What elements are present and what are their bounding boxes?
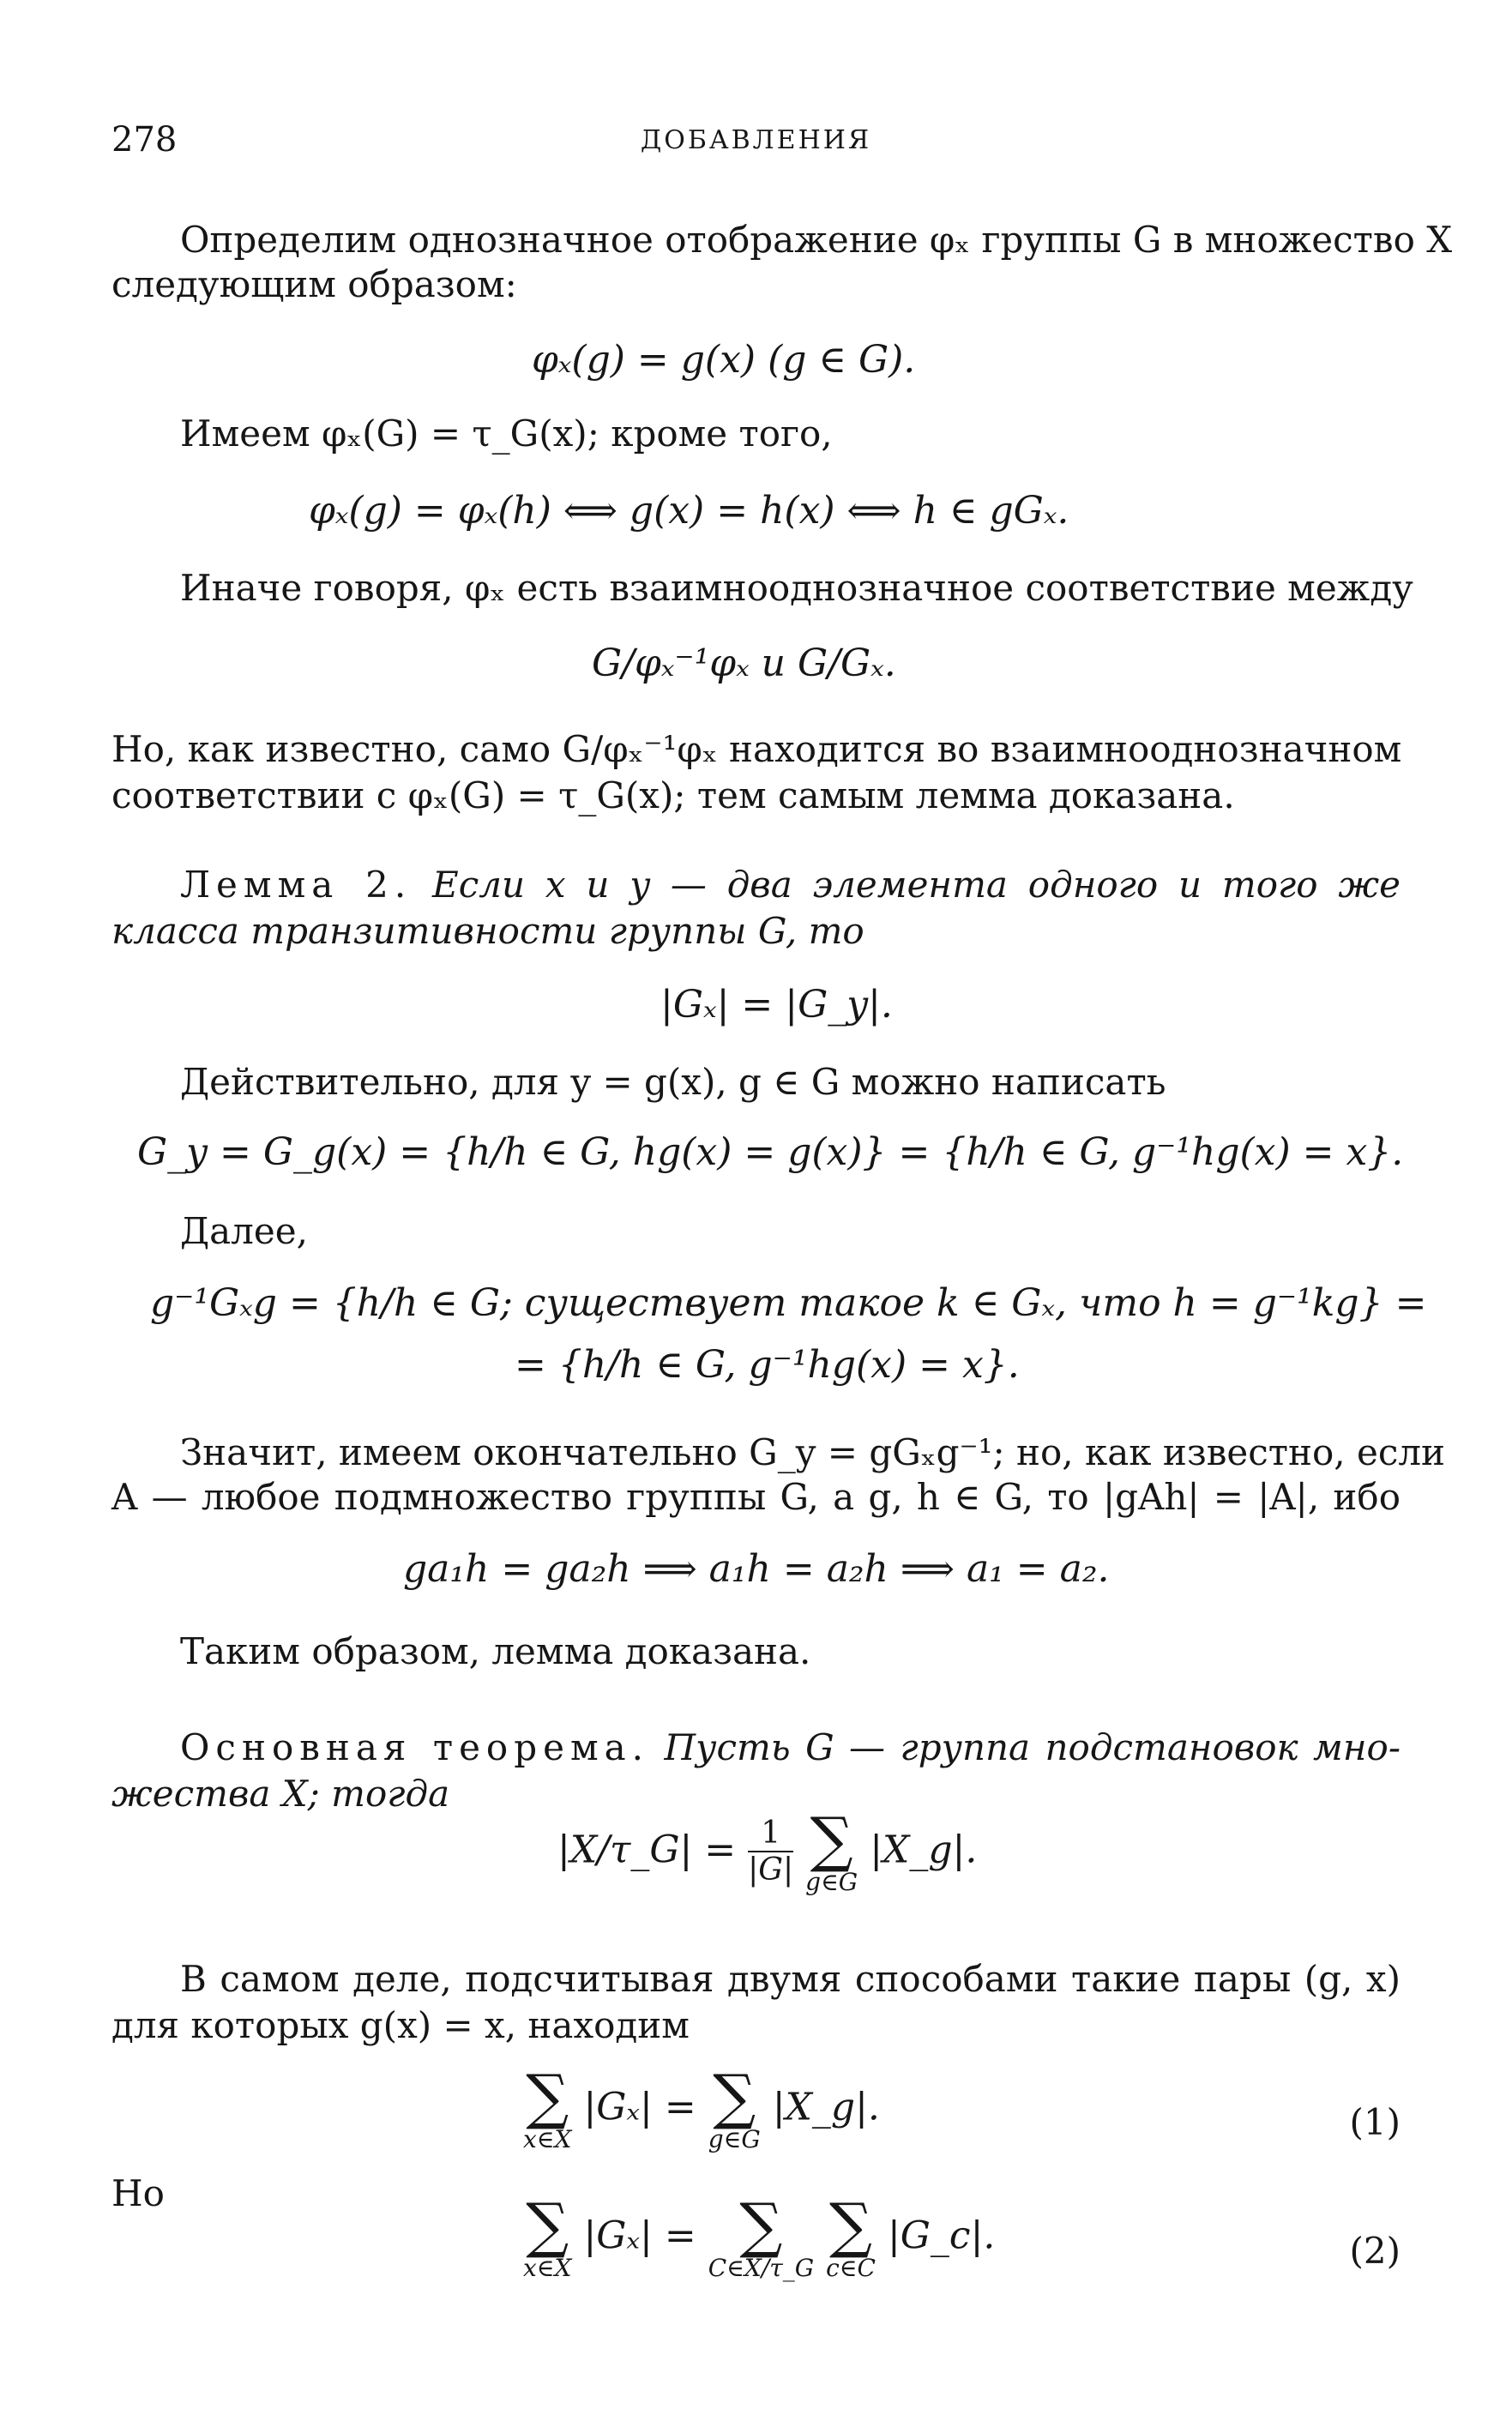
formula-1 [523, 2062, 880, 2153]
paragraph-but: Но [111, 2172, 165, 2214]
sum-sign-icon: ∑ [829, 2190, 873, 2261]
theorem-statement: Пусть G — группа подстановок мно- [664, 1726, 1401, 1768]
paragraph-indeed: Действительно, для y = g(x), g ∈ G можно написать [180, 1061, 1166, 1103]
formula-cancellation: ga₁h = ga₂h ⟹ a₁h = a₂h ⟹ a₁ = a₂. [403, 1547, 1110, 1591]
formula-2-sum-classes [708, 2190, 815, 2282]
formula-1-sum-left-limit: x∈X [523, 2125, 572, 2153]
equation-number-1: (1) [1349, 2101, 1401, 2143]
sum-sign-icon: ∑ [526, 2062, 569, 2132]
formula-2-middle: |Gₓ| = [583, 2213, 696, 2258]
lemma-2-statement: Если x и y — два элемента одного и того же [432, 864, 1401, 906]
formula-2-sum-classes-limit: C∈X/τ_G [708, 2254, 815, 2282]
formula-stabilizer-y: G_y = G_g(x) = {h/h ∈ G, hg(x) = g(x)} = {h/h ∈ G, g⁻¹hg(x) = x}. [137, 1130, 1404, 1174]
sum-sign-icon: ∑ [526, 2190, 569, 2261]
page-header [111, 120, 1401, 172]
formula-phi-equivalence: φₓ(g) = φₓ(h) ⟺ g(x) = h(x) ⟺ h ∈ gGₓ. [309, 489, 1069, 533]
paragraph-conclusion-line2: A — любое подмножество группы G, a g, h ∈ G, то |gAh| = |A|, ибо [111, 1476, 1401, 1518]
theorem-label: Основная теорема. [180, 1726, 650, 1768]
sum-sign-icon: ∑ [713, 2062, 756, 2132]
theorem-line2: жества X; тогда [111, 1773, 450, 1815]
burnside-sum [805, 1804, 858, 1896]
formula-2-sum-left-limit: x∈X [523, 2254, 572, 2282]
burnside-rhs: |X_g|. [870, 1828, 978, 1872]
burnside-fraction-denominator: |G| [748, 1852, 794, 1888]
formula-2-sum-elements-limit: c∈C [826, 2254, 876, 2282]
paragraph-bijection: Иначе говоря, φₓ есть взаимнооднозначное соответствие между [180, 567, 1413, 609]
paragraph-known-line2: соответствии с φₓ(G) = τ_G(x); тем самым лемма доказана. [111, 774, 1235, 816]
formula-2-rhs: |G_c|. [887, 2213, 996, 2258]
equation-number-2: (2) [1349, 2230, 1401, 2272]
paragraph-definition-line2: следующим образом: [111, 263, 517, 305]
paragraph-definition-line1: Определим однозначное отображение φₓ группы G в множество X [180, 219, 1453, 261]
formula-burnside [557, 1804, 978, 1896]
burnside-fraction [748, 1816, 793, 1888]
sum-sign-icon: ∑ [810, 1804, 853, 1875]
formula-2-sum-left [523, 2190, 572, 2282]
sum-sign-icon: ∑ [739, 2190, 783, 2261]
formula-quotients: G/φₓ⁻¹φₓ и G/Gₓ. [592, 641, 896, 685]
formula-2 [523, 2190, 996, 2282]
burnside-fraction-numerator: 1 [748, 1816, 793, 1852]
paragraph-image: Имеем φₓ(G) = τ_G(x); кроме того, [180, 413, 833, 455]
lemma-2-line2: класса транзитивности группы G, то [111, 910, 864, 952]
paragraph-lemma-proved: Таким образом, лемма доказана. [180, 1630, 811, 1672]
formula-conjugate-line2: = {h/h ∈ G, g⁻¹hg(x) = x}. [515, 1343, 1020, 1387]
paragraph-conclusion-line1: Значит, имеем окончательно G_y = gGₓg⁻¹; но, как известно, если [180, 1431, 1446, 1473]
formula-1-sum-right-limit: g∈G [708, 2125, 761, 2153]
formula-1-middle: |Gₓ| = [583, 2085, 696, 2129]
paragraph-known-line1: Но, как известно, само G/φₓ⁻¹φₓ находится во взаимнооднозначном [111, 728, 1402, 770]
lemma-2-line1 [180, 861, 1401, 909]
formula-1-rhs: |X_g|. [772, 2085, 880, 2129]
burnside-sum-limit: g∈G [805, 1868, 858, 1896]
running-head: ДОБАВЛЕНИЯ [640, 125, 872, 155]
formula-1-sum-right [708, 2062, 761, 2153]
paragraph-further: Далее, [180, 1210, 308, 1252]
formula-phi-definition: φₓ(g) = g(x) (g ∈ G). [532, 338, 916, 382]
formula-1-sum-left [523, 2062, 572, 2153]
paragraph-counting-line1: В самом деле, подсчитывая двумя способами такие пары (g, x) [180, 1958, 1401, 2000]
theorem-line1 [180, 1724, 1401, 1772]
burnside-lhs: |X/τ_G| = [557, 1828, 737, 1872]
formula-conjugate-line1: g⁻¹Gₓg = {h/h ∈ G; существует такое k ∈ Gₓ, что h = g⁻¹kg} = [150, 1281, 1427, 1325]
lemma-2-label: Лемма 2. [180, 864, 413, 906]
formula-2-sum-elements [826, 2190, 876, 2282]
formula-stabilizer-orders: |Gₓ| = |G_y|. [660, 983, 893, 1027]
paragraph-counting-line2: для которых g(x) = x, находим [111, 2004, 690, 2046]
page-number: 278 [111, 120, 178, 160]
